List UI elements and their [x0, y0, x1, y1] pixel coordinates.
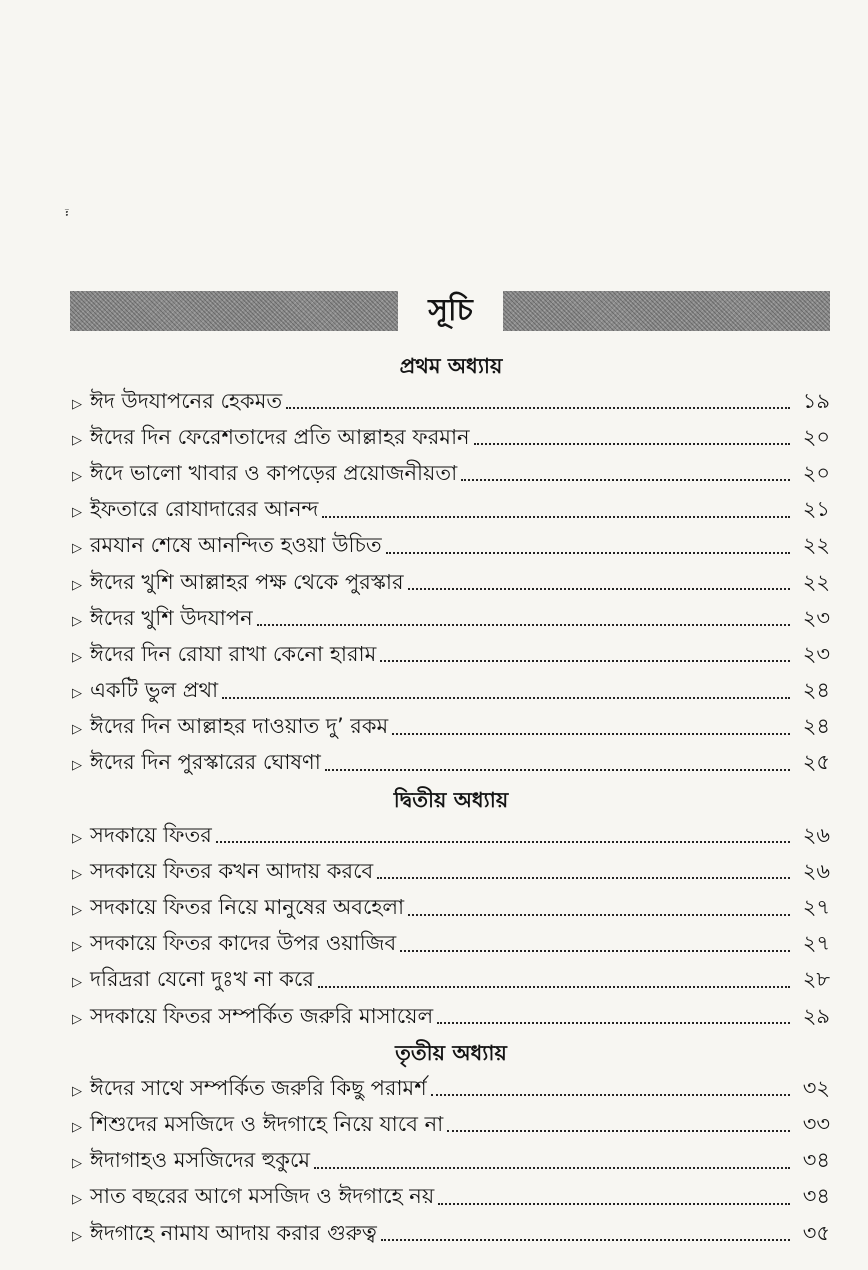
- chapter-heading: তৃতীয় অধ্যায়: [395, 1041, 507, 1066]
- toc-entry: [72, 1107, 830, 1143]
- toc-entry-page: ২৬: [802, 822, 830, 847]
- bullet-arrow-icon: ▷: [72, 541, 82, 557]
- dot-leader: [322, 516, 790, 518]
- dot-leader: [318, 986, 790, 988]
- toc-entry: [72, 963, 830, 999]
- bullet-arrow-icon: ▷: [72, 505, 82, 521]
- toc-entry-title: সদকায়ে ফিতর: [90, 822, 212, 847]
- toc-entry: [72, 493, 830, 529]
- bullet-arrow-icon: ▷: [72, 1119, 82, 1135]
- dot-leader: [447, 1130, 790, 1132]
- toc-entry: [72, 854, 830, 890]
- bullet-arrow-icon: ▷: [72, 432, 82, 448]
- toc-entry-title: ঈদের খুশি আল্লাহর পক্ষ থেকে পুরস্কার: [90, 569, 404, 594]
- toc-entry: [72, 1216, 830, 1252]
- toc-entry-title: সদকায়ে ফিতর সম্পর্কিত জরুরি মাসায়েল: [90, 1003, 434, 1028]
- toc-entry-page: ২৩: [802, 605, 830, 630]
- toc-entry: [72, 710, 830, 746]
- dot-leader: [325, 769, 790, 771]
- table-of-contents: [72, 348, 830, 1252]
- toc-entry-page: ২২: [802, 533, 830, 558]
- toc-entry: [72, 384, 830, 420]
- toc-entry-page: ২৩: [802, 641, 830, 666]
- toc-entry-title: ইফতারে রোযাদারের আনন্দ: [90, 497, 319, 522]
- dot-leader: [431, 1094, 790, 1096]
- title-bar-left: [70, 291, 398, 331]
- dot-leader: [438, 1203, 790, 1205]
- dot-leader: [437, 1022, 790, 1024]
- title-bar-right: [503, 291, 830, 331]
- dot-leader: [222, 697, 790, 699]
- toc-entry: [72, 565, 830, 601]
- bullet-arrow-icon: ▷: [72, 866, 82, 882]
- toc-entry-page: ২৪: [802, 678, 830, 703]
- toc-entry-title: ঈদের দিন ফেরেশতাদের প্রতি আল্লাহর ফরমান: [90, 424, 470, 449]
- toc-entry-page: ২১: [802, 497, 830, 522]
- toc-entry-page: ৩৫: [802, 1220, 830, 1245]
- toc-entry: [72, 927, 830, 963]
- toc-entry: [72, 818, 830, 854]
- toc-entry-page: ২৭: [802, 895, 830, 920]
- bullet-arrow-icon: ▷: [72, 686, 82, 702]
- bullet-arrow-icon: ▷: [72, 577, 82, 593]
- toc-entry-page: ২০: [802, 460, 830, 485]
- bullet-arrow-icon: ▷: [72, 1228, 82, 1244]
- bullet-arrow-icon: ▷: [72, 396, 82, 412]
- bullet-arrow-icon: ▷: [72, 649, 82, 665]
- bullet-arrow-icon: ▷: [72, 1011, 82, 1027]
- toc-entry: [72, 1180, 830, 1216]
- toc-entry-title: সদকায়ে ফিতর কখন আদায় করবে: [90, 858, 374, 883]
- toc-entry-title: ঈদের দিন রোযা রাখা কেনো হারাম: [90, 641, 377, 666]
- dot-leader: [257, 624, 790, 626]
- toc-entry-title: একটি ভুল প্রথা: [90, 678, 219, 703]
- stray-print-mark: ፣: [64, 205, 70, 221]
- dot-leader: [408, 588, 790, 590]
- toc-entry: [72, 746, 830, 782]
- toc-entry-page: ৩২: [802, 1075, 830, 1100]
- toc-entry-page: ৩৪: [802, 1148, 830, 1173]
- toc-entry: [72, 420, 830, 456]
- toc-entry-title: রমযান শেষে আনন্দিত হওয়া উচিত: [90, 533, 382, 558]
- page-title: সূচি: [428, 293, 473, 328]
- toc-entry-title: ঈদগাহে নামায আদায় করার গুরুত্ব: [90, 1220, 377, 1245]
- toc-entry-title: ঈদের খুশি উদযাপন: [90, 605, 253, 630]
- toc-entry-page: ২৬: [802, 858, 830, 883]
- bullet-arrow-icon: ▷: [72, 1083, 82, 1099]
- toc-entry-title: ঈদের দিন আল্লাহর দাওয়াত দু’ রকম: [90, 714, 389, 739]
- dot-leader: [377, 877, 790, 879]
- chapter-heading: প্রথম অধ্যায়: [399, 354, 503, 378]
- toc-entry: [72, 890, 830, 926]
- toc-entry-title: সদকায়ে ফিতর নিয়ে মানুষের অবহেলা: [90, 895, 405, 920]
- toc-entry-title: শিশুদের মসজিদে ও ঈদগাহে নিয়ে যাবে না: [90, 1111, 444, 1136]
- bullet-arrow-icon: ▷: [72, 468, 82, 484]
- dot-leader: [286, 407, 790, 409]
- toc-entry: [72, 601, 830, 637]
- bullet-arrow-icon: ▷: [72, 758, 82, 774]
- dot-leader: [392, 733, 790, 735]
- toc-entry-title: ঈদাগাহও মসজিদের হুকুমে: [90, 1148, 311, 1173]
- toc-entry-title: দরিদ্ররা যেনো দুঃখ না করে: [90, 967, 314, 992]
- dot-leader: [314, 1167, 790, 1169]
- toc-entry-title: ঈদের সাথে সম্পর্কিত জরুরি কিছু পরামর্শ: [90, 1075, 427, 1100]
- dot-leader: [216, 841, 790, 843]
- bullet-arrow-icon: ▷: [72, 613, 82, 629]
- toc-entry-page: ২৫: [802, 750, 830, 775]
- toc-entry-page: ২৪: [802, 714, 830, 739]
- dot-leader: [408, 914, 790, 916]
- toc-entry: [72, 456, 830, 492]
- dot-leader: [380, 660, 790, 662]
- chapter-heading: দ্বিতীয় অধ্যায়: [393, 788, 509, 813]
- toc-entry-page: ৩৩: [802, 1111, 830, 1136]
- toc-entry: [72, 1144, 830, 1180]
- bullet-arrow-icon: ▷: [72, 1192, 82, 1208]
- toc-entry-page: ৩৪: [802, 1184, 830, 1209]
- toc-title-row: [70, 290, 830, 332]
- toc-entry: [72, 674, 830, 710]
- toc-entry-page: ২৯: [802, 1003, 830, 1028]
- dot-leader: [474, 443, 790, 445]
- toc-entry-title: ঈদের দিন পুরস্কারের ঘোষণা: [90, 750, 321, 775]
- toc-entry: [72, 1071, 830, 1107]
- toc-entry-title: ঈদ উদযাপনের হেকমত: [90, 388, 283, 413]
- dot-leader: [400, 950, 790, 952]
- toc-entry-page: ২২: [802, 569, 830, 594]
- toc-entry-page: ১৯: [802, 388, 830, 413]
- toc-entry: [72, 637, 830, 673]
- toc-entry: [72, 529, 830, 565]
- dot-leader: [461, 479, 790, 481]
- toc-entry-title: সাত বছরের আগে মসজিদ ও ঈদগাহে নয়: [90, 1184, 435, 1209]
- bullet-arrow-icon: ▷: [72, 722, 82, 738]
- bullet-arrow-icon: ▷: [72, 903, 82, 919]
- bullet-arrow-icon: ▷: [72, 1156, 82, 1172]
- toc-entry-title: সদকায়ে ফিতর কাদের উপর ওয়াজিব: [90, 931, 397, 956]
- toc-entry-page: ২৮: [802, 967, 830, 992]
- bullet-arrow-icon: ▷: [72, 975, 82, 991]
- toc-entry: [72, 999, 830, 1035]
- toc-entry-page: ২৭: [802, 931, 830, 956]
- toc-entry-page: ২০: [802, 424, 830, 449]
- toc-entry-title: ঈদে ভালো খাবার ও কাপড়ের প্রয়োজনীয়তা: [90, 460, 458, 485]
- dot-leader: [386, 552, 790, 554]
- bullet-arrow-icon: ▷: [72, 939, 82, 955]
- bullet-arrow-icon: ▷: [72, 830, 82, 846]
- dot-leader: [381, 1239, 790, 1241]
